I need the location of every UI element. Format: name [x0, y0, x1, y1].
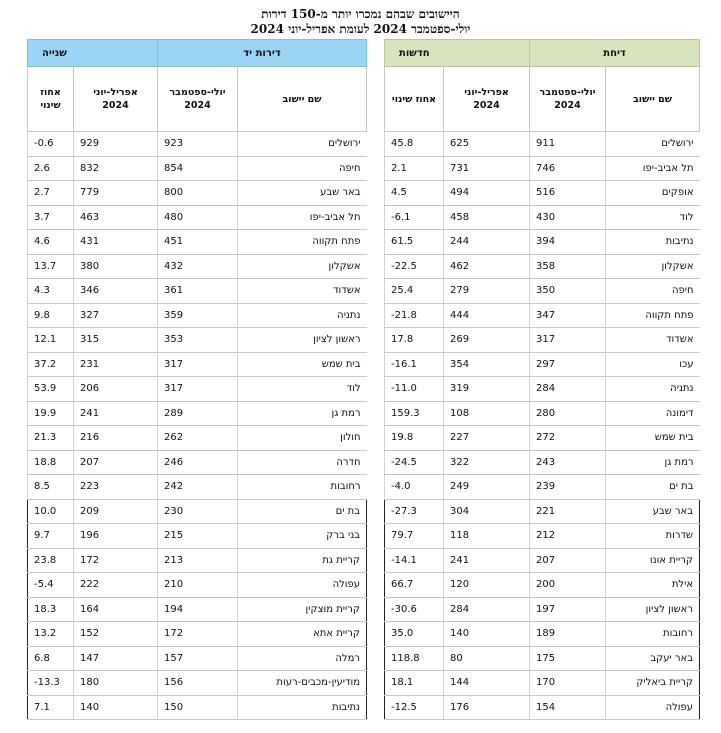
cell-q3: 317 — [158, 377, 238, 402]
column-header-change: אחוז שינוי — [28, 67, 74, 132]
cell-name: בית שמש — [606, 426, 700, 451]
cell-change: 4.3 — [28, 279, 74, 304]
column-header-name: שם יישוב — [606, 67, 700, 132]
table-row — [385, 499, 700, 524]
cell-q2: 180 — [74, 671, 158, 696]
cell-change: 53.9 — [28, 377, 74, 402]
cell-name: תל אביב-יפו — [238, 205, 367, 230]
cell-change: -13.3 — [28, 671, 74, 696]
cell-q2: 322 — [444, 450, 530, 475]
cell-q2: 207 — [74, 450, 158, 475]
cell-q2: 172 — [74, 548, 158, 573]
table-row — [385, 303, 700, 328]
table-row — [385, 646, 700, 671]
cell-change: 12.1 — [28, 328, 74, 353]
table-row — [28, 475, 367, 500]
cell-change: 2.7 — [28, 181, 74, 206]
cell-q3: 394 — [530, 230, 606, 255]
cell-name: קריית מוצקין — [238, 597, 367, 622]
column-header-change: אחוז שינוי — [385, 67, 444, 132]
cell-name: אופקים — [606, 181, 700, 206]
cell-name: אשדוד — [606, 328, 700, 353]
table-row — [28, 671, 367, 696]
table-row — [385, 230, 700, 255]
table-row — [385, 475, 700, 500]
cell-q2: 216 — [74, 426, 158, 451]
table-row — [385, 573, 700, 598]
cell-change: -21.8 — [385, 303, 444, 328]
cell-change: 18.1 — [385, 671, 444, 696]
cell-change: 8.5 — [28, 475, 74, 500]
table-row — [385, 279, 700, 304]
column-header-q3: יולי-ספטמבר 2024 — [530, 67, 606, 132]
cell-q2: 209 — [74, 499, 158, 524]
cell-q3: 189 — [530, 622, 606, 647]
cell-change: 159.3 — [385, 401, 444, 426]
table-row — [28, 548, 367, 573]
cell-q3: 353 — [158, 328, 238, 353]
cell-change: -11.0 — [385, 377, 444, 402]
table-row — [385, 377, 700, 402]
cell-change: 25.4 — [385, 279, 444, 304]
table-row — [28, 646, 367, 671]
cell-q3: 213 — [158, 548, 238, 573]
cell-q3: 175 — [530, 646, 606, 671]
cell-q3: 361 — [158, 279, 238, 304]
cell-change: -12.5 — [385, 695, 444, 720]
cell-change: 10.0 — [28, 499, 74, 524]
cell-q2: 625 — [444, 132, 530, 157]
cell-q3: 746 — [530, 156, 606, 181]
table-row — [28, 695, 367, 720]
cell-q3: 157 — [158, 646, 238, 671]
cell-change: 9.7 — [28, 524, 74, 549]
cell-change: 3.7 — [28, 205, 74, 230]
cell-name: קריית ביאליק — [606, 671, 700, 696]
cell-q2: 779 — [74, 181, 158, 206]
table-row — [28, 426, 367, 451]
cell-change: 79.7 — [385, 524, 444, 549]
cell-q3: 239 — [530, 475, 606, 500]
cell-change: 6.8 — [28, 646, 74, 671]
cell-name: בית שמש — [238, 352, 367, 377]
cell-change: 35.0 — [385, 622, 444, 647]
table-row — [28, 524, 367, 549]
cell-q2: 241 — [444, 548, 530, 573]
cell-name: חיפה — [238, 156, 367, 181]
cell-q3: 200 — [530, 573, 606, 598]
cell-name: ירושלים — [238, 132, 367, 157]
cell-q2: 731 — [444, 156, 530, 181]
table-row — [385, 254, 700, 279]
cell-q3: 923 — [158, 132, 238, 157]
cell-name: קריית גת — [238, 548, 367, 573]
cell-q3: 154 — [530, 695, 606, 720]
cell-q3: 272 — [530, 426, 606, 451]
cell-q2: 144 — [444, 671, 530, 696]
cell-q3: 297 — [530, 352, 606, 377]
cell-name: ראשון לציון — [238, 328, 367, 353]
cell-change: -24.5 — [385, 450, 444, 475]
second-hand-apartments-table — [27, 39, 367, 720]
cell-q2: 444 — [444, 303, 530, 328]
table-row — [385, 328, 700, 353]
cell-q2: 227 — [444, 426, 530, 451]
cell-name: באר שבע — [606, 499, 700, 524]
table-row — [28, 377, 367, 402]
cell-change: 2.1 — [385, 156, 444, 181]
cell-change: -22.5 — [385, 254, 444, 279]
cell-q3: 350 — [530, 279, 606, 304]
column-header-q3: יולי-ספטמבר 2024 — [158, 67, 238, 132]
cell-change: -16.1 — [385, 352, 444, 377]
cell-change: 13.7 — [28, 254, 74, 279]
cell-q3: 207 — [530, 548, 606, 573]
table-row — [28, 254, 367, 279]
table-row — [385, 352, 700, 377]
cell-change: 13.2 — [28, 622, 74, 647]
cell-q2: 241 — [74, 401, 158, 426]
table-row — [28, 230, 367, 255]
cell-change: 118.8 — [385, 646, 444, 671]
cell-q2: 147 — [74, 646, 158, 671]
table-row — [385, 426, 700, 451]
cell-change: 7.1 — [28, 695, 74, 720]
cell-name: נתיבות — [606, 230, 700, 255]
cell-change: 19.8 — [385, 426, 444, 451]
cell-q3: 150 — [158, 695, 238, 720]
cell-name: חיפה — [606, 279, 700, 304]
table-row — [28, 132, 367, 157]
cell-q3: 246 — [158, 450, 238, 475]
cell-q2: 494 — [444, 181, 530, 206]
cell-q3: 156 — [158, 671, 238, 696]
table-row — [385, 181, 700, 206]
cell-q3: 242 — [158, 475, 238, 500]
cell-change: -4.0 — [385, 475, 444, 500]
cell-name: אשדוד — [238, 279, 367, 304]
cell-change: 45.8 — [385, 132, 444, 157]
cell-change: -14.1 — [385, 548, 444, 573]
group-label: חדשות — [385, 40, 530, 67]
cell-q2: 223 — [74, 475, 158, 500]
table-row — [28, 450, 367, 475]
table-row — [28, 401, 367, 426]
cell-q3: 911 — [530, 132, 606, 157]
cell-q2: 140 — [444, 622, 530, 647]
cell-name: פתח תקווה — [238, 230, 367, 255]
table-row — [28, 622, 367, 647]
cell-q2: 206 — [74, 377, 158, 402]
cell-q2: 222 — [74, 573, 158, 598]
cell-change: 21.3 — [28, 426, 74, 451]
cell-name: באר יעקב — [606, 646, 700, 671]
column-header-q2: אפריל-יוני 2024 — [74, 67, 158, 132]
table-row — [28, 352, 367, 377]
cell-change: 18.8 — [28, 450, 74, 475]
cell-q3: 215 — [158, 524, 238, 549]
cell-change: 61.5 — [385, 230, 444, 255]
cell-name: נתניה — [238, 303, 367, 328]
table-row — [385, 524, 700, 549]
cell-q2: 354 — [444, 352, 530, 377]
table-row — [385, 671, 700, 696]
cell-q3: 451 — [158, 230, 238, 255]
cell-name: אילת — [606, 573, 700, 598]
cell-q2: 118 — [444, 524, 530, 549]
cell-q3: 317 — [158, 352, 238, 377]
cell-q3: 800 — [158, 181, 238, 206]
cell-q3: 210 — [158, 573, 238, 598]
cell-q2: 319 — [444, 377, 530, 402]
cell-name: לוד — [238, 377, 367, 402]
cell-name: רמלה — [238, 646, 367, 671]
cell-q2: 462 — [444, 254, 530, 279]
cell-q2: 315 — [74, 328, 158, 353]
cell-q3: 317 — [530, 328, 606, 353]
cell-name: רחובות — [606, 622, 700, 647]
cell-name: רמת גן — [238, 401, 367, 426]
cell-q3: 289 — [158, 401, 238, 426]
cell-name: בת ים — [238, 499, 367, 524]
cell-q2: 152 — [74, 622, 158, 647]
cell-change: 4.5 — [385, 181, 444, 206]
table-row — [28, 181, 367, 206]
cell-q2: 249 — [444, 475, 530, 500]
cell-change: -27.3 — [385, 499, 444, 524]
cell-change: 17.8 — [385, 328, 444, 353]
cell-q3: 347 — [530, 303, 606, 328]
cell-q2: 176 — [444, 695, 530, 720]
cell-q3: 854 — [158, 156, 238, 181]
cell-name: רמת גן — [606, 450, 700, 475]
cell-name: פתח תקווה — [606, 303, 700, 328]
table-row — [385, 156, 700, 181]
cell-q2: 832 — [74, 156, 158, 181]
cell-q2: 231 — [74, 352, 158, 377]
new-apartments-table — [384, 39, 700, 720]
table-row — [385, 548, 700, 573]
table-row — [385, 597, 700, 622]
cell-q3: 221 — [530, 499, 606, 524]
cell-q3: 359 — [158, 303, 238, 328]
cell-q3: 230 — [158, 499, 238, 524]
table-row — [385, 622, 700, 647]
cell-q3: 280 — [530, 401, 606, 426]
cell-q3: 170 — [530, 671, 606, 696]
cell-q3: 516 — [530, 181, 606, 206]
cell-q2: 327 — [74, 303, 158, 328]
cell-name: שדרות — [606, 524, 700, 549]
cell-name: ראשון לציון — [606, 597, 700, 622]
cell-q3: 480 — [158, 205, 238, 230]
table-row — [28, 279, 367, 304]
cell-q3: 284 — [530, 377, 606, 402]
cell-name: עפולה — [238, 573, 367, 598]
cell-name: דימונה — [606, 401, 700, 426]
table-row — [385, 401, 700, 426]
table-row — [385, 695, 700, 720]
cell-q2: 431 — [74, 230, 158, 255]
cell-name: חדרה — [238, 450, 367, 475]
cell-change: -5.4 — [28, 573, 74, 598]
cell-q2: 929 — [74, 132, 158, 157]
cell-name: קריית אתא — [238, 622, 367, 647]
group-label: שנייה — [28, 40, 158, 67]
table-row — [28, 328, 367, 353]
table-row — [28, 303, 367, 328]
cell-q2: 120 — [444, 573, 530, 598]
cell-name: לוד — [606, 205, 700, 230]
cell-q3: 358 — [530, 254, 606, 279]
table-row — [28, 156, 367, 181]
cell-change: 9.8 — [28, 303, 74, 328]
cell-q2: 140 — [74, 695, 158, 720]
table-row — [28, 499, 367, 524]
cell-change: 37.2 — [28, 352, 74, 377]
cell-q3: 194 — [158, 597, 238, 622]
cell-q2: 284 — [444, 597, 530, 622]
cell-change: -30.6 — [385, 597, 444, 622]
column-header-q2: אפריל-יוני 2024 — [444, 67, 530, 132]
cell-name: עכו — [606, 352, 700, 377]
column-header-name: שם יישוב — [238, 67, 367, 132]
cell-change: 4.6 — [28, 230, 74, 255]
cell-name: נתניה — [606, 377, 700, 402]
cell-q2: 458 — [444, 205, 530, 230]
cell-q2: 80 — [444, 646, 530, 671]
cell-q3: 197 — [530, 597, 606, 622]
page-subtitle: יולי-ספטמבר 2024 לעומת אפריל-יוני 2024 — [250, 22, 471, 36]
cell-change: -6.1 — [385, 205, 444, 230]
cell-change: 2.6 — [28, 156, 74, 181]
cell-q3: 172 — [158, 622, 238, 647]
cell-q3: 432 — [158, 254, 238, 279]
cell-change: -0.6 — [28, 132, 74, 157]
cell-name: חולון — [238, 426, 367, 451]
cell-q3: 262 — [158, 426, 238, 451]
cell-name: עפולה — [606, 695, 700, 720]
table-row — [28, 573, 367, 598]
cell-name: בת ים — [606, 475, 700, 500]
cell-name: אשקלון — [238, 254, 367, 279]
page-title: היישובים שבהם נמכרו יותר מ-150 דירות — [261, 7, 460, 21]
cell-name: תל אביב-יפו — [606, 156, 700, 181]
cell-name: רחובות — [238, 475, 367, 500]
cell-q3: 430 — [530, 205, 606, 230]
cell-q2: 196 — [74, 524, 158, 549]
cell-name: בני ברק — [238, 524, 367, 549]
group-label: דירות יד — [158, 40, 367, 67]
group-label: דיחת — [530, 40, 700, 67]
cell-name: קריית אונו — [606, 548, 700, 573]
cell-name: באר שבע — [238, 181, 367, 206]
cell-q3: 243 — [530, 450, 606, 475]
cell-q3: 212 — [530, 524, 606, 549]
cell-name: נתיבות — [238, 695, 367, 720]
cell-name: מודיעין-מכבים-רעות — [238, 671, 367, 696]
table-row — [28, 597, 367, 622]
cell-name: אשקלון — [606, 254, 700, 279]
cell-q2: 108 — [444, 401, 530, 426]
cell-change: 66.7 — [385, 573, 444, 598]
cell-q2: 463 — [74, 205, 158, 230]
cell-change: 18.3 — [28, 597, 74, 622]
cell-name: ירושלים — [606, 132, 700, 157]
cell-q2: 244 — [444, 230, 530, 255]
cell-q2: 164 — [74, 597, 158, 622]
table-row — [385, 450, 700, 475]
table-row — [28, 205, 367, 230]
cell-q2: 380 — [74, 254, 158, 279]
table-row — [385, 205, 700, 230]
cell-change: 19.9 — [28, 401, 74, 426]
cell-q2: 304 — [444, 499, 530, 524]
cell-q2: 269 — [444, 328, 530, 353]
cell-q2: 279 — [444, 279, 530, 304]
table-row — [385, 132, 700, 157]
cell-q2: 346 — [74, 279, 158, 304]
cell-change: 23.8 — [28, 548, 74, 573]
